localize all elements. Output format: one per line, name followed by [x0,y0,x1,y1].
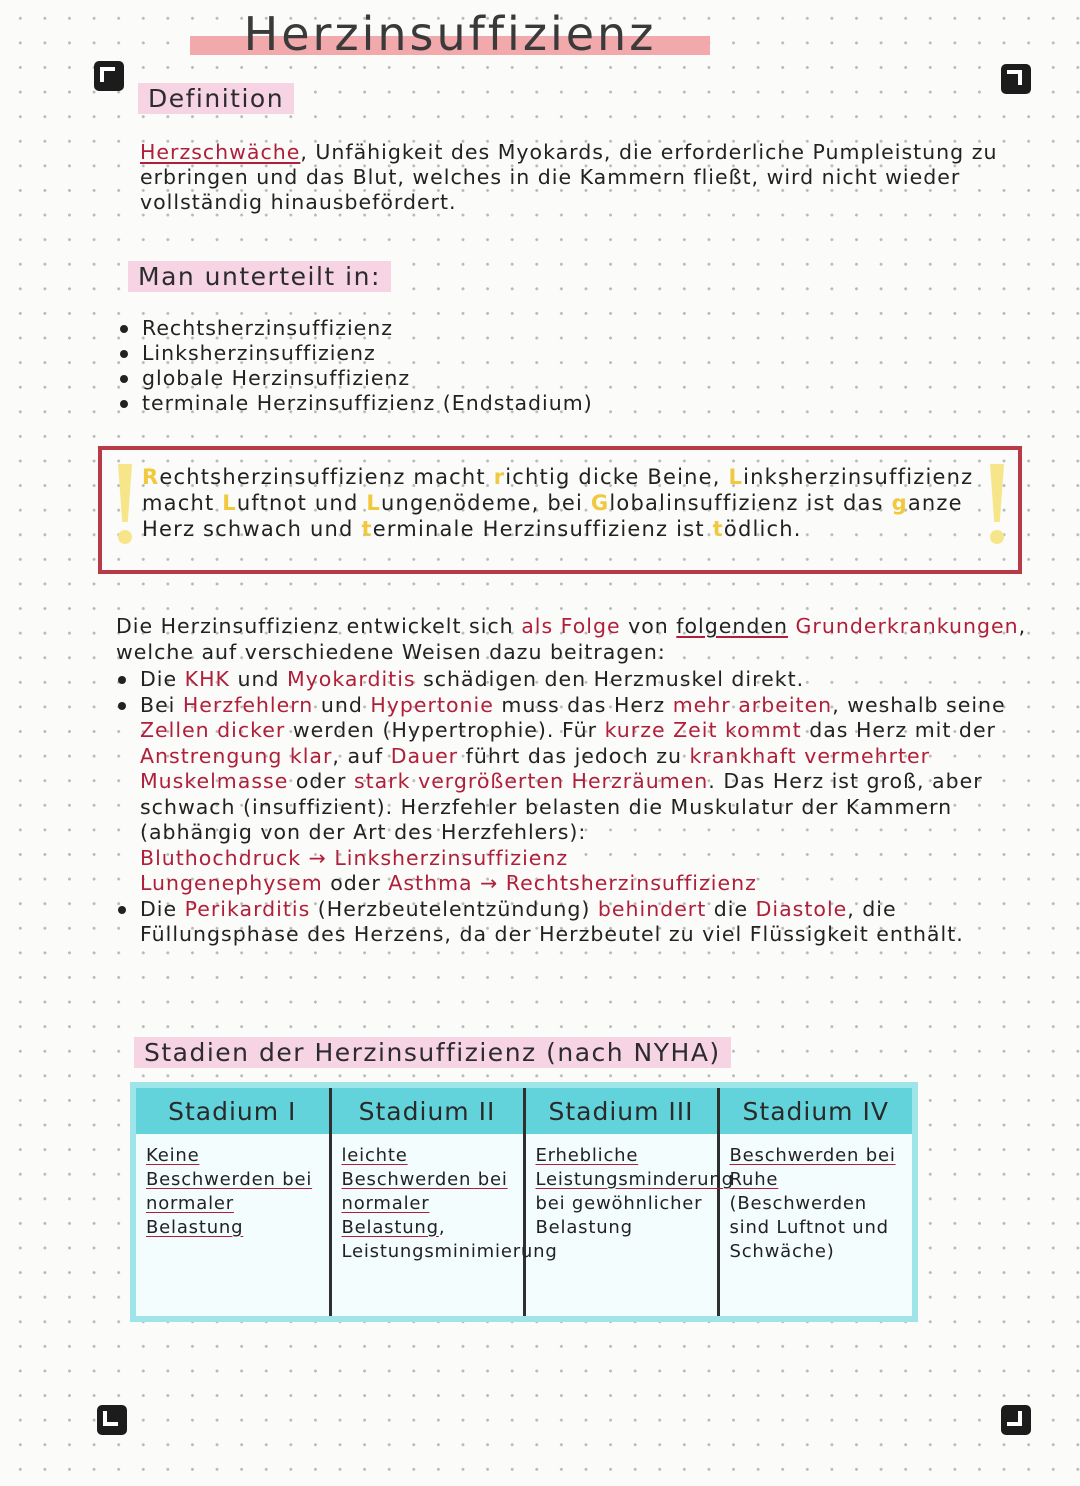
stage-1-cell: Keine Beschwerden bei normaler Belastung [136,1134,330,1316]
list-item: Rechtsherzinsuffizienz [118,316,918,341]
corner-mark-top-left-icon [94,61,124,91]
list-item: Die Perikarditis (Herzbeutelentzündung) behindert die Diastole, die Füllungsphase des Herzens, da der Herzbeutel zu viel Flüssigkeit enthält. [116,897,1028,948]
causes-paragraph: Die Herzinsuffizienz entwickelt sich als Folge von folgenden Grunderkrankungen, welche auf verschiedene Weisen dazu beitragen: Die KHK und Myokarditis schädigen den Herzmuskel direkt. Bei Herzfehlern und Hypertonie muss das Herz mehr arbeiten, weshalb seine Zellen dicker werden (Hypertrophie). Für kurze Zeit kommt das Herz mit der Anstrengung klar, auf Dauer führt das jedoch zu krankhaft vermehrter Muskelmasse oder stark vergrößerten Herzräumen. Das Herz ist groß, aber schwach (insuffizient). Herzfehler belasten die Muskulatur der Kammern (abhängig von der Art des Herzfehlers): Bluthochdruck → Linksherzinsuffizienz Lungenephysem oder Asthma → Rechtsherzinsuffizienz Die Perikarditis (Herzbeutelentzündung) behindert die Diastole, die Füllungsphase des Herzens, da der Herzbeutel zu viel Flüssigkeit enthält. [116,614,1027,946]
stage-2-cell: leichte Beschwerden bei normaler Belastung, Leistungsminimierung [330,1134,524,1316]
definition-heading: Definition [138,84,294,113]
stage-3-cell: Erhebliche Leistungsminderung bei gewöhnlicher Belastung [524,1134,718,1316]
stages-table [136,1088,912,1316]
definition-text: Herzschwäche, Unfähigkeit des Myokards, die erforderliche Pumpleistung zu erbringen und das Blut, welches in die Kammern fließt, wird nicht wieder vollständig hinausbefördert. [140,140,998,214]
mnemonic-box [98,446,1022,574]
classification-heading: Man unterteilt in: [128,262,391,291]
exclamation-right-icon [988,464,1006,544]
corner-mark-bottom-left-icon [97,1405,127,1435]
list-item: terminale Herzinsuffizienz (Endstadium) [118,391,918,416]
definition-term: Herzschwäche [140,140,301,164]
corner-mark-bottom-right-icon [1001,1405,1031,1435]
mnemonic-text: Rechtsherzinsuffizienz macht richtig dicke Beine, Linksherzinsuffizienz macht Luftnot und Lungenödeme, bei Globalinsuffizienz ist das ganze Herz schwach und terminale Herzinsuffizienz ist tödlich. [142,465,974,541]
stage-4-cell: Beschwerden bei Ruhe (Beschwerden sind Luftnot und Schwäche) [718,1134,912,1316]
page-title: Herzinsuffizienz [190,4,710,66]
stages-heading: Stadien der Herzinsuffizienz (nach NYHA) [134,1038,731,1067]
corner-mark-top-right-icon [1001,64,1031,94]
table-header-stage-3: Stadium III [524,1088,718,1134]
list-item: Bei Herzfehlern und Hypertonie muss das Herz mehr arbeiten, weshalb seine Zellen dicker werden (Hypertrophie). Für kurze Zeit kommt das Herz mit der Anstrengung klar, auf Dauer führt das jedoch zu krankhaft vermehrter Muskelmasse oder stark vergrößerten Herzräumen. Das Herz ist groß, aber schwach (insuffizient). Herzfehler belasten die Muskulatur der Kammern (abhängig von der Art des Herzfehlers): Bluthochdruck → Linksherzinsuffizienz Lungenephysem oder Asthma → Rechtsherzinsuffizienz [116,693,1028,897]
table-row [136,1134,912,1316]
table-header-stage-4: Stadium IV [718,1088,912,1134]
list-item: Die KHK und Myokarditis schädigen den Herzmuskel direkt. [116,667,1028,693]
list-item: globale Herzinsuffizienz [118,366,918,391]
hypertension-line: Bluthochdruck → Linksherzinsuffizienz [140,845,569,870]
table-header-stage-2: Stadium II [330,1088,524,1134]
exclamation-left-icon [116,464,134,544]
list-item: Linksherzinsuffizienz [118,341,918,366]
classification-list [118,316,918,416]
causes-list [116,667,1028,948]
table-header-stage-1: Stadium I [136,1088,330,1134]
